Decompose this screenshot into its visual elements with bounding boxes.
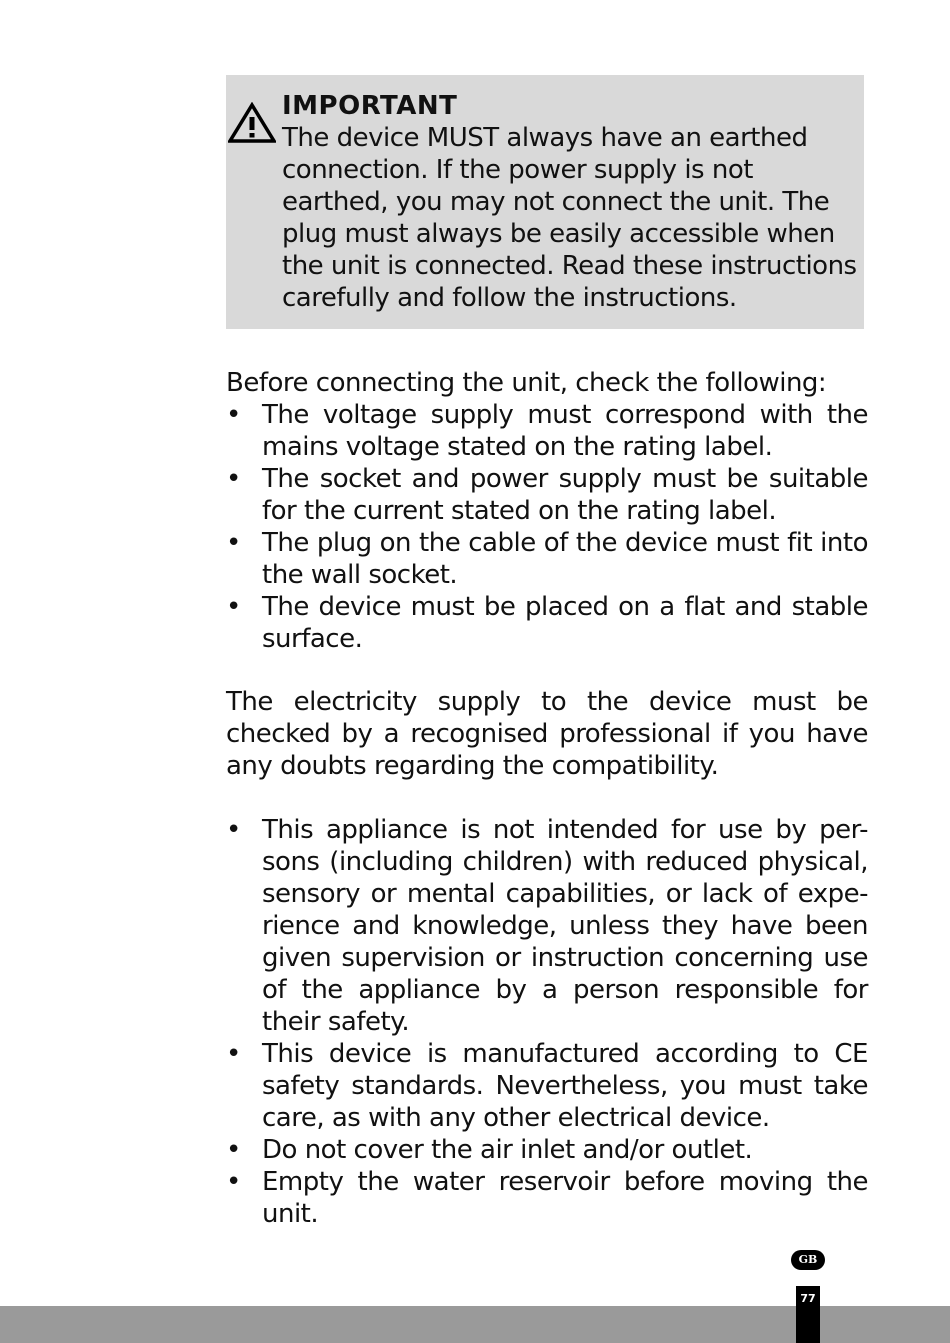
list-item: • Empty the water reservoir before moving the unit. bbox=[226, 1166, 868, 1230]
safety-section bbox=[226, 814, 868, 1230]
list-item: • The socket and power supply must be suitable for the current stated on the rating label. bbox=[226, 463, 868, 527]
checks-section bbox=[226, 367, 868, 655]
checks-intro: Before connecting the unit, check the following: bbox=[226, 368, 827, 398]
list-item: • This device is manufactured according to CE safety standards. Nevertheless, you must take care, as with any other electrical device. bbox=[226, 1038, 868, 1134]
important-notice bbox=[282, 90, 862, 314]
list-item: • The device must be placed on a flat and stable surface. bbox=[226, 591, 868, 655]
electricity-note: The electricity supply to the device must be checked by a recognised professional if you have any doubts regarding the compatibility. bbox=[226, 687, 868, 781]
important-title: IMPORTANT bbox=[282, 91, 458, 121]
checks-list bbox=[226, 399, 868, 655]
list-item: • This appliance is not intended for use by per-sons (including children) with reduced physical, sensory or mental capabilities, or lack of expe-rience and knowledge, unless they have been given supervision or instruction concerning use of the appliance by a person responsible for their safety. bbox=[226, 814, 868, 1038]
safety-list bbox=[226, 814, 868, 1230]
important-body: The device MUST always have an earthed connection. If the power supply is not earthed, you may not connect the unit. The plug must always be easily accessible when the unit is connected. Read these instructions carefully and follow the instructions. bbox=[282, 123, 857, 313]
warning-triangle-icon bbox=[228, 102, 276, 144]
list-item: • The plug on the cable of the device must fit into the wall socket. bbox=[226, 527, 868, 591]
language-badge: GB bbox=[791, 1250, 825, 1270]
page-number: 77 bbox=[796, 1286, 820, 1343]
list-item: • The voltage supply must correspond with the mains voltage stated on the rating label. bbox=[226, 399, 868, 463]
list-item: • Do not cover the air inlet and/or outlet. bbox=[226, 1134, 868, 1166]
